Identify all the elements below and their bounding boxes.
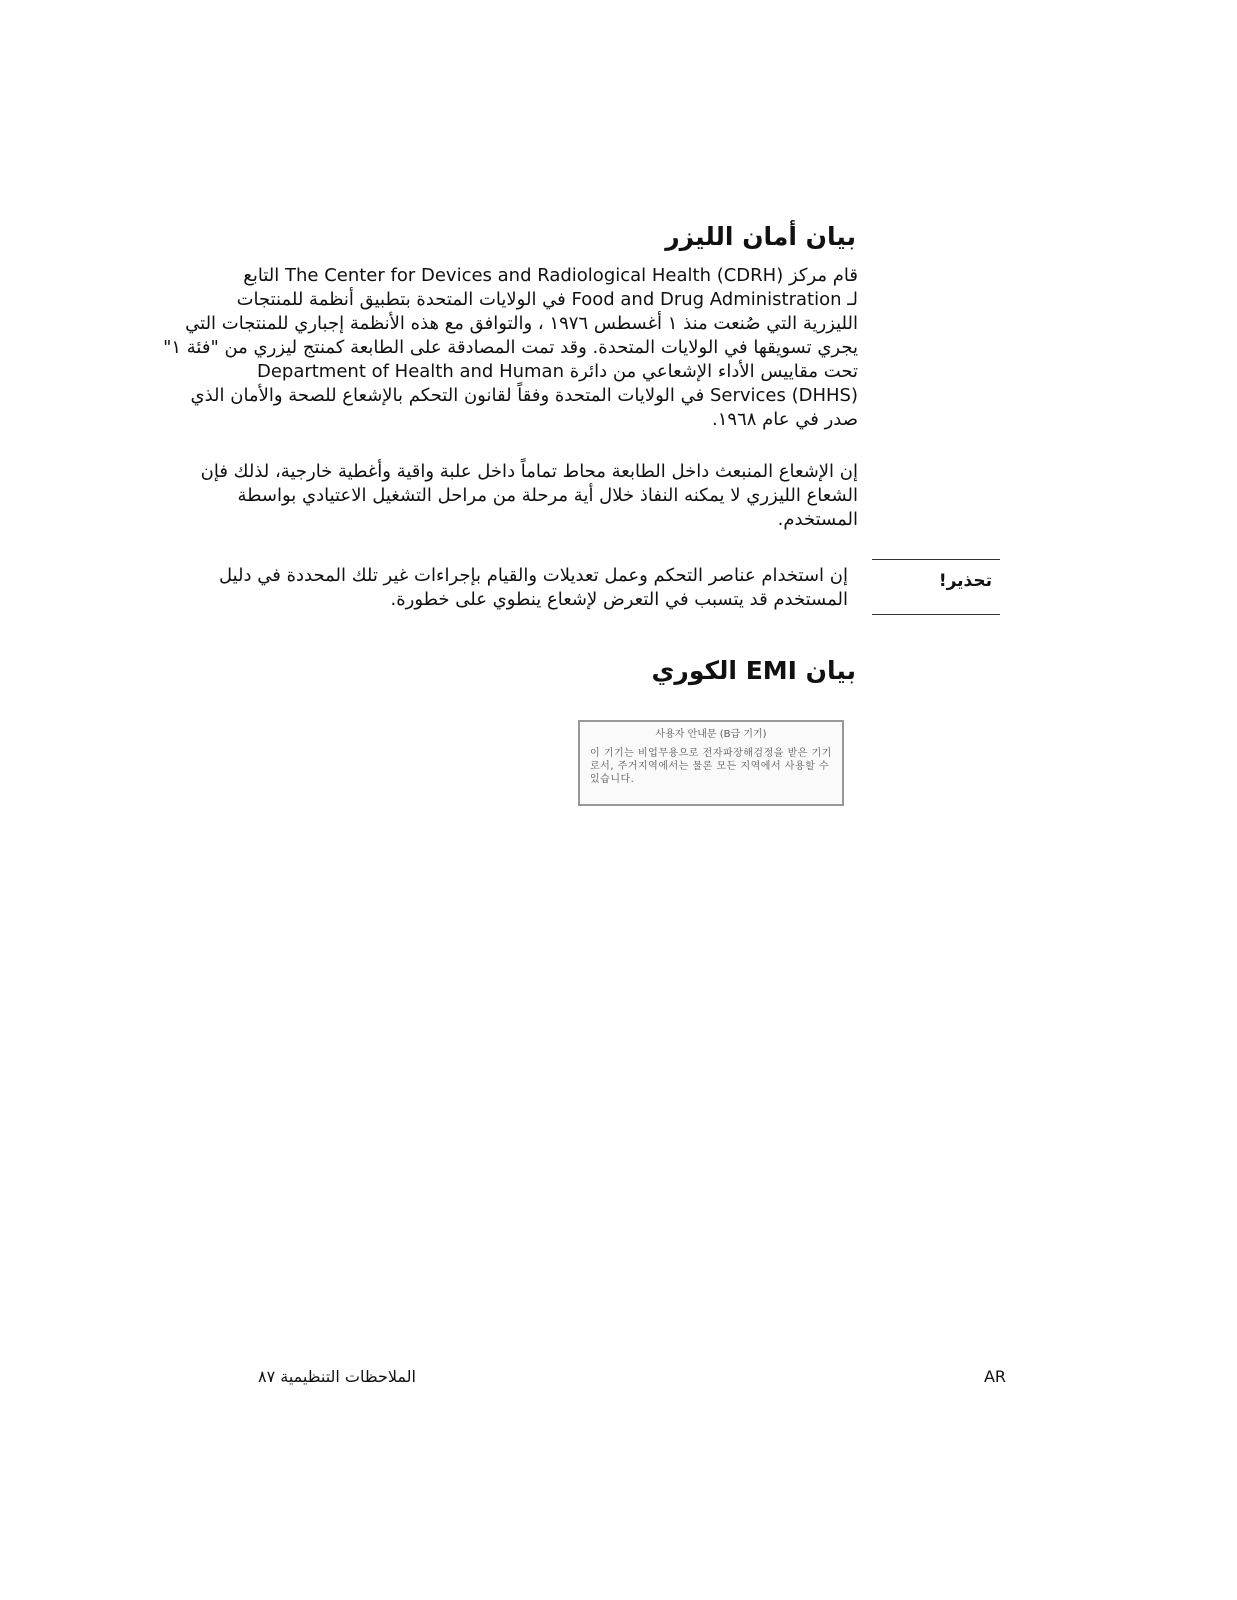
text-line: الليزرية التي صُنعت منذ ١ أغسطس ١٩٧٦ ، والتوافق مع هذه الأنظمة إجباري للمنتجات التي — [185, 313, 858, 334]
text-line: تحت مقاييس الأداء الإشعاعي من دائرة Department of Health and Human — [256, 361, 858, 382]
laser-safety-paragraph-1 — [163, 264, 858, 432]
text-line: الشعاع الليزري لا يمكنه النفاذ خلال أية مرحلة من مراحل التشغيل الاعتيادي بواسطة — [237, 485, 858, 506]
emi-notice-body: 이 기기는 비업무용으로 전자파장해검정을 받은 기기로서, 주거지역에서는 물론 모든 지역에서 사용할 수 있습니다. — [590, 748, 832, 785]
text-line: قام مركز The Center for Devices and Radiological Health (CDRH) التابع — [243, 265, 858, 286]
text-line: المستخدم. — [777, 509, 858, 530]
text-line: إن الإشعاع المنبعث داخل الطابعة محاط تماماً داخل علبة واقية وأغطية خارجية، لذلك فإن — [200, 461, 858, 482]
footer-page-label: الملاحظات التنظيمية ٨٧ — [257, 1367, 416, 1386]
laser-safety-paragraph-2 — [200, 460, 858, 532]
text-line: Services (DHHS) في الولايات المتحدة وفقاً لقانون التحكم بالإشعاع للصحة والأمان الذي — [190, 385, 858, 406]
warning-label: تحذير! — [938, 571, 992, 591]
warning-text — [218, 564, 848, 612]
laser-safety-heading: بيان أمان الليزر — [665, 222, 856, 251]
warning-rule-bottom — [872, 614, 1000, 615]
korean-emi-notice-image — [578, 720, 844, 806]
footer-language-code: AR — [983, 1367, 1006, 1386]
text-line: إن استخدام عناصر التحكم وعمل تعديلات والقيام بإجراءات غير تلك المحددة في دليل — [218, 565, 848, 586]
korean-emi-heading: بيان EMI الكوري — [651, 656, 856, 685]
text-line: يجري تسويقها في الولايات المتحدة. وقد تمت المصادقة على الطابعة كمنتج ليزري من "فئة ١" — [163, 337, 858, 358]
text-line: صدر في عام ١٩٦٨. — [712, 409, 858, 430]
text-line: لـ Food and Drug Administration في الولايات المتحدة بتطبيق أنظمة للمنتجات — [236, 289, 858, 310]
text-line: المستخدم قد يتسبب في التعرض لإشعاع ينطوي على خطورة. — [390, 589, 848, 610]
warning-rule-top — [872, 559, 1000, 560]
emi-notice-title: 사용자 안내문 (B급 기기) — [655, 729, 767, 740]
